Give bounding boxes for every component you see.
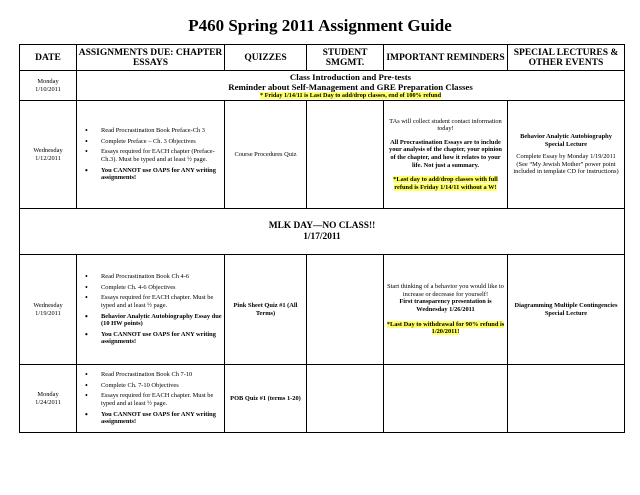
reminders-cell: TAs will collect student contact information today! All Procrastination Essays are to include your analysis of the chapter, your opinion of the chapter, and how it relates to your life. Not just a summary. *Last day to add/drop classes with full refund is Friday 1/14/11 without a W! <box>384 101 508 209</box>
assignments-cell <box>77 101 225 209</box>
table-row <box>20 101 625 209</box>
table-row <box>20 71 625 101</box>
quiz-cell: POB Quiz #1 (terms 1-20) <box>225 365 307 433</box>
smgmt-cell <box>307 365 384 433</box>
list-item: • Complete Ch. 4-6 Objectives <box>101 284 222 292</box>
intro-cell <box>77 71 625 101</box>
intro-line-1: Class Introduction and Pre-tests <box>289 72 412 82</box>
date-label: 1/12/2011 <box>35 154 61 162</box>
date-cell <box>20 255 77 365</box>
header-row <box>20 45 625 71</box>
header-student-smgmt: STUDENT SMGMT. <box>307 45 384 71</box>
assignments-cell <box>77 255 225 365</box>
list-item: • Essays required for EACH chapter. Must be typed and at least ½ page. <box>101 392 222 407</box>
header-date: DATE <box>20 45 77 71</box>
list-item: • You CANNOT use OAPS for ANY writing assignments! <box>101 167 222 182</box>
list-item: • Essays required for EACH chapter (Preface-Ch.3). Must be typed and at least ½ page. <box>101 148 222 163</box>
intro-line-2: Reminder about Self-Management and GRE Preparation Classes <box>228 82 473 92</box>
day-label: Monday <box>37 77 59 85</box>
refund-note: *Last Day to withdrawal for 90% refund is 1/20/2011! <box>386 320 505 336</box>
day-label: Wednesday <box>33 301 63 309</box>
list-item: • Behavior Analytic Autobiography Essay due (10 HW points) <box>101 313 222 328</box>
reminders-cell: Start thinking of a behavior you would like to increase or decrease for yourself! First transparency presentation is Wednesday 1/26/2011 *Last Day to withdrawal for 90% refund is 1/20/2011! <box>384 255 508 365</box>
assignment-table <box>19 44 625 433</box>
date-cell <box>20 101 77 209</box>
day-label: Monday <box>37 390 59 398</box>
mlk-row <box>20 209 625 255</box>
mlk-cell: MLK DAY—NO CLASS!! 1/17/2011 <box>20 209 625 255</box>
date-label: 1/19/2011 <box>35 309 61 317</box>
reminders-cell <box>384 365 508 433</box>
date-label: 1/10/2011 <box>35 85 61 93</box>
quiz-cell: Pink Sheet Quiz #1 (All Terms) <box>225 255 307 365</box>
date-cell <box>20 71 77 101</box>
page-title: P460 Spring 2011 Assignment Guide <box>188 16 452 35</box>
list-item: • You CANNOT use OAPS for ANY writing assignments! <box>101 411 222 426</box>
day-label: Wednesday <box>33 146 63 154</box>
table-row <box>20 255 625 365</box>
list-item: • Read Procrastination Book Ch 4-6 <box>101 273 222 281</box>
list-item: • You CANNOT use OAPS for ANY writing assignments! <box>101 331 222 346</box>
assignments-cell <box>77 365 225 433</box>
quiz-cell: Course Procedures Quiz <box>225 101 307 209</box>
header-quizzes: QUIZZES <box>225 45 307 71</box>
list-item: • Complete Preface – Ch. 3 Objectives <box>101 138 222 146</box>
special-cell <box>508 365 625 433</box>
date-label: 1/24/2011 <box>35 398 61 406</box>
smgmt-cell <box>307 255 384 365</box>
list-item: • Essays required for EACH chapter. Must be typed and at least ½ page. <box>101 294 222 309</box>
smgmt-cell <box>307 101 384 209</box>
date-cell <box>20 365 77 433</box>
header-assignments: ASSIGNMENTS DUE: CHAPTER ESSAYS <box>77 45 225 71</box>
list-item: • Read Procrastination Book Preface-Ch 3 <box>101 127 222 135</box>
special-cell: Diagramming Multiple Contingencies Special Lecture <box>508 255 625 365</box>
table-row <box>20 365 625 433</box>
refund-note: * Friday 1/14/11 is Last Day to add/drop classes, end of 100% refund <box>259 92 442 99</box>
header-special: SPECIAL LECTURES & OTHER EVENTS <box>508 45 625 71</box>
header-reminders: IMPORTANT REMINDERS <box>384 45 508 71</box>
special-cell: Behavior Analytic Autobiography Special Lecture Complete Essay by Monday 1/19/2011 (See “My Jewish Mother” power point included in template CD for instructions) <box>508 101 625 209</box>
list-item: • Complete Ch. 7-10 Objectives <box>101 382 222 390</box>
refund-note: *Last day to add/drop classes with full refund is Friday 1/14/11 without a W! <box>393 176 498 191</box>
list-item: • Read Procrastination Book Ch 7-10 <box>101 371 222 379</box>
